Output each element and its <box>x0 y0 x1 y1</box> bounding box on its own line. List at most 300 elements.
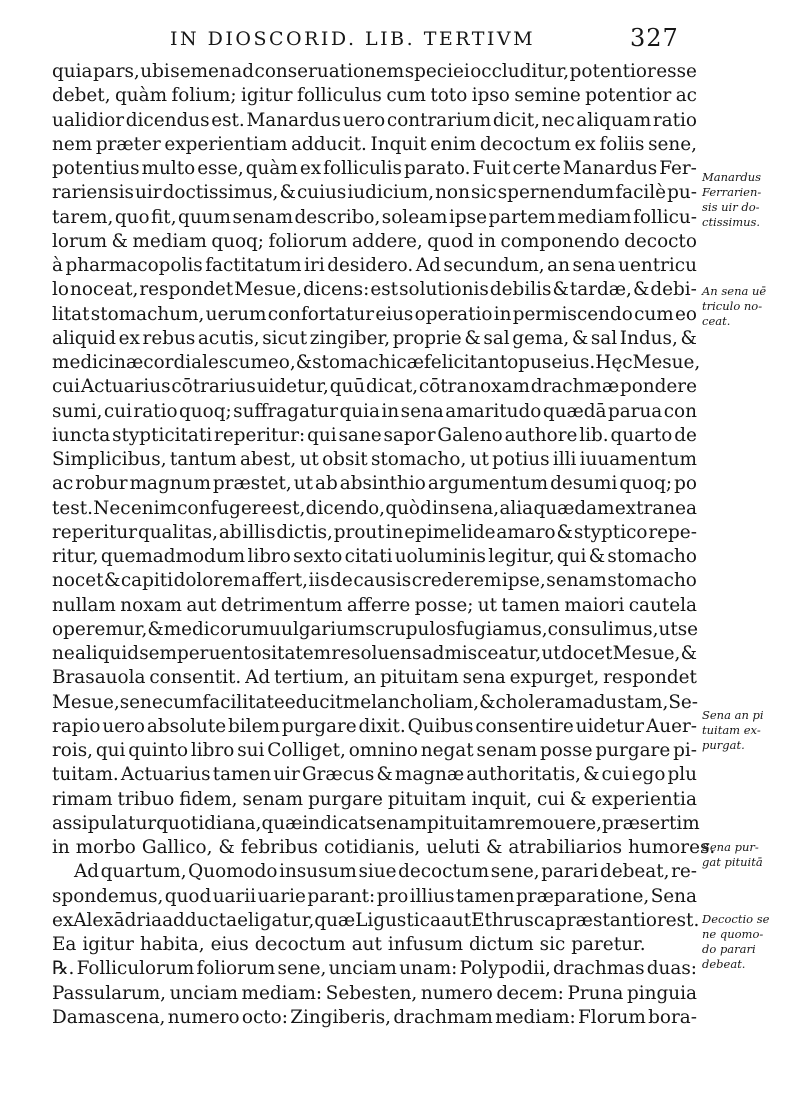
word: ℞. <box>52 958 75 980</box>
word: sena <box>462 667 506 689</box>
word: potentior <box>569 61 656 82</box>
word: contrarium <box>386 109 492 131</box>
word: Ad <box>415 255 441 276</box>
word: decoctum <box>254 934 346 955</box>
text-line <box>52 254 697 278</box>
word: purgare <box>595 740 671 761</box>
word: certe <box>512 158 561 179</box>
word: cordiales <box>143 352 229 373</box>
word: rimam <box>52 788 113 810</box>
word: citati <box>344 546 393 567</box>
word: ut <box>299 449 319 470</box>
word: choleram <box>495 691 583 713</box>
word: quemadmodum <box>100 546 246 567</box>
word: ipse <box>448 206 487 228</box>
word: semine <box>514 85 581 107</box>
word: unciam <box>328 958 397 980</box>
word: qui <box>307 424 337 446</box>
word: præstantior <box>555 909 666 931</box>
word: bora- <box>648 1006 697 1028</box>
word: debi- <box>650 279 697 301</box>
word: amaritudo <box>445 400 542 422</box>
word: debilis <box>489 279 552 301</box>
word: pituitam <box>387 788 467 810</box>
text-line <box>52 691 697 715</box>
word: dicat, <box>365 376 419 398</box>
word: Folliculorum <box>76 958 195 980</box>
word: iuncta <box>52 424 111 446</box>
word: pinguia <box>626 982 697 1004</box>
word: Ethrusca <box>471 909 556 931</box>
text-line <box>52 812 700 836</box>
word: ueluti <box>426 837 481 858</box>
word: qui <box>556 546 587 567</box>
word: in <box>478 230 496 252</box>
margin-note-line: Decoctio se <box>702 912 770 926</box>
word: de <box>674 424 697 446</box>
text-line <box>52 836 716 860</box>
word: abest, <box>239 449 297 470</box>
word: Fuit <box>472 158 511 179</box>
word: uir <box>135 182 162 204</box>
margin-note-line: Ferrarien- <box>702 185 762 199</box>
word: uero <box>342 109 386 131</box>
word: cui <box>536 788 565 810</box>
word: ab <box>315 473 338 495</box>
word: ubi <box>140 61 170 82</box>
text-line <box>52 230 697 254</box>
word: assipulatur <box>52 812 157 834</box>
word: ut <box>541 643 561 664</box>
word: rebus <box>142 327 196 349</box>
word: fidem, <box>179 788 238 810</box>
word: nocet <box>52 570 104 592</box>
word: dicendus <box>125 109 210 131</box>
word: in <box>432 497 450 519</box>
word: est <box>370 279 399 301</box>
word: & <box>376 764 393 786</box>
word: quoq; <box>619 473 673 495</box>
word: fugiamus, <box>455 618 548 640</box>
word: cautela <box>628 594 697 616</box>
word: Mesue, <box>52 691 120 713</box>
word: & <box>295 352 313 373</box>
word: potentius <box>52 158 140 179</box>
word: cui <box>52 376 81 398</box>
word: sene, <box>648 133 697 155</box>
word: prout <box>333 521 385 543</box>
word: uarie <box>257 885 306 907</box>
word: medicinæ <box>52 352 144 373</box>
word: secundum, <box>443 255 545 276</box>
word: Ea <box>52 934 77 955</box>
word: & <box>571 327 589 349</box>
margin-note-line: tuitam ex- <box>702 723 761 737</box>
word: absolute <box>146 715 227 737</box>
word: melancholiam, <box>342 691 480 713</box>
word: ipse, <box>501 570 546 592</box>
word: crederem <box>411 570 502 592</box>
word: iudicium, <box>347 182 435 204</box>
word: drachmæ <box>530 376 620 398</box>
margin-note-decoctio <box>702 912 798 972</box>
text-line <box>52 109 697 133</box>
word: quia <box>52 61 93 82</box>
word: causis <box>353 570 412 592</box>
word: dicit, <box>492 109 540 131</box>
word: adducta <box>162 909 238 931</box>
word: ex <box>299 158 322 179</box>
word: spondemus, <box>52 885 164 907</box>
word: reperitur: <box>214 424 306 446</box>
text-line <box>52 642 697 666</box>
word: quàm <box>115 85 168 107</box>
word: senam <box>546 570 607 592</box>
word: dicendo, <box>305 497 385 519</box>
word: sui <box>237 740 265 761</box>
word: qualitas, <box>137 521 218 543</box>
word: in <box>381 400 400 422</box>
word: sic <box>471 182 497 204</box>
word: semper <box>139 643 209 664</box>
word: & <box>464 327 481 349</box>
word: suffragatur <box>233 400 339 422</box>
word: aut <box>440 909 472 931</box>
word: resoluens <box>331 643 422 664</box>
word: aliquam <box>576 109 652 131</box>
word: adustam, <box>582 691 669 713</box>
word: Brasauola <box>52 667 146 689</box>
word: purgare <box>308 788 383 810</box>
word: quarto <box>610 424 673 446</box>
word: reperitur <box>52 521 138 543</box>
word: ex <box>118 327 140 349</box>
word: admisceatur, <box>421 643 542 664</box>
word: Gallico, <box>141 837 213 858</box>
word: sene, <box>277 958 327 980</box>
word: factitatum <box>205 255 302 276</box>
text-line <box>52 788 697 812</box>
word: senam <box>232 206 294 228</box>
word: opus <box>507 352 552 373</box>
word: rariensis <box>52 182 134 204</box>
word: debet, <box>52 85 111 107</box>
word: qui <box>95 740 126 761</box>
word: tardæ, <box>569 279 632 301</box>
margin-note-line: Sena an pi <box>702 708 764 722</box>
text-line <box>52 982 697 1006</box>
word: argumentum <box>427 473 549 495</box>
word: mediam <box>557 206 632 228</box>
word: consentire <box>475 715 574 737</box>
word: doctissimus, <box>162 182 279 204</box>
word: pituitam <box>380 667 459 689</box>
word: Hęc <box>595 352 633 373</box>
word: nem <box>52 133 93 155</box>
word: Polypodii, <box>459 958 551 980</box>
word: præter <box>95 133 161 155</box>
word: Florum <box>578 1006 646 1028</box>
word: decocto <box>624 230 697 252</box>
word: operatio <box>414 303 493 325</box>
word: eligatur, <box>237 909 315 931</box>
word: decem: <box>496 982 564 1004</box>
word: obsit <box>322 449 368 470</box>
word: posse <box>539 740 593 761</box>
text-line <box>52 424 697 448</box>
text-line <box>52 84 697 108</box>
word: sene <box>119 691 163 713</box>
text-line <box>52 181 697 205</box>
word: negat <box>420 740 474 761</box>
word: Actuarius <box>120 764 211 786</box>
word: remouere, <box>505 812 602 834</box>
margin-note-line: ceat. <box>702 314 731 328</box>
word: & <box>218 837 235 858</box>
word: foliorum <box>268 230 348 252</box>
text-line <box>52 594 697 618</box>
word: quia <box>339 400 380 422</box>
word: insusum <box>279 861 357 883</box>
word: posse; <box>414 594 474 616</box>
word: unciam <box>169 982 238 1004</box>
word: Sebesten, <box>325 982 418 1004</box>
word: humores. <box>628 837 716 858</box>
word: noceat, <box>70 279 139 301</box>
word: paretur. <box>571 934 646 955</box>
word: solutionis <box>399 279 489 301</box>
word: Manardus <box>246 109 341 131</box>
margin-note-line: Sena pur- <box>702 840 759 854</box>
word: & <box>588 546 606 567</box>
word: Nec <box>93 497 131 519</box>
word: illi <box>552 449 577 470</box>
word: Indus, <box>619 327 678 349</box>
word: uentositatem <box>208 643 332 664</box>
word: toto <box>430 85 468 107</box>
word: facilitate <box>202 691 285 713</box>
word: potentior <box>585 85 672 107</box>
word: ualidior <box>52 109 125 131</box>
word: quod <box>427 230 474 252</box>
word: dicens: <box>303 279 370 301</box>
word: con <box>663 400 697 422</box>
word: medicorum <box>163 618 270 640</box>
word: cum <box>162 691 203 713</box>
word: ab <box>218 521 242 543</box>
word: cuius <box>296 182 347 204</box>
word: atrabiliarios <box>508 837 623 858</box>
word: tarem, <box>52 206 114 228</box>
word: ipso <box>471 85 510 107</box>
word: ut <box>477 594 498 616</box>
word: alia <box>499 497 534 519</box>
word: drachmas <box>553 958 645 980</box>
word: maiori <box>564 594 625 616</box>
word: non <box>435 182 470 204</box>
word: potius <box>492 449 550 470</box>
word: numero <box>420 982 493 1004</box>
word: extranea <box>614 497 697 519</box>
word: lo <box>52 279 69 301</box>
word: sene, <box>490 861 540 883</box>
text-line <box>52 545 697 569</box>
word: in <box>385 521 404 543</box>
word: esse <box>656 61 697 82</box>
margin-note-purgat <box>702 840 798 870</box>
word: & <box>147 618 164 640</box>
word: & <box>680 327 697 349</box>
word: quæ <box>261 812 303 834</box>
word: educit <box>284 691 343 713</box>
word: authoritatis, <box>466 764 581 786</box>
word: & <box>486 837 503 858</box>
word: authore <box>504 424 578 446</box>
text-line <box>52 739 697 763</box>
word: iri <box>304 255 325 276</box>
word: rois, <box>52 740 94 761</box>
word: uidetur <box>575 715 645 737</box>
word: experientia <box>591 788 697 810</box>
word: ac <box>52 473 74 495</box>
margin-note-line: An sena uē <box>702 284 767 298</box>
word: Mesue, <box>234 279 302 301</box>
word: libro <box>190 740 235 761</box>
text-line <box>52 1006 697 1030</box>
word: cum <box>228 352 268 373</box>
word: sena <box>400 400 444 422</box>
word: po <box>674 473 697 495</box>
word: desumi <box>550 473 618 495</box>
word: nec <box>541 109 575 131</box>
word: folium; <box>171 85 237 107</box>
word: pituitam <box>426 812 506 834</box>
word: quoq; <box>179 400 232 422</box>
word: foliorum <box>196 958 276 980</box>
word: omnino <box>348 740 418 761</box>
word: confugere <box>177 497 272 519</box>
word: follicu- <box>633 206 697 228</box>
word: in <box>52 837 70 858</box>
word: decoctum <box>398 861 490 883</box>
word: Colliget, <box>267 740 346 761</box>
word: test. <box>52 497 93 519</box>
word: an <box>353 667 377 689</box>
word: uulgarium <box>269 618 366 640</box>
word: tertium, <box>274 667 350 689</box>
word: parari <box>541 861 599 883</box>
word: & <box>552 279 569 301</box>
word: quoq; <box>211 230 265 252</box>
word: enim <box>130 497 177 519</box>
word: docet <box>560 643 613 664</box>
text-line <box>52 957 697 981</box>
word: ut <box>293 473 313 495</box>
text-line <box>52 860 697 884</box>
margin-note-line: sis uir do- <box>702 200 760 214</box>
word: uoluminis <box>394 546 486 567</box>
running-head: IN DIOSCORID. LIB. TERTIVM <box>170 28 536 50</box>
word: Simplicibus, <box>52 449 167 470</box>
word: ut <box>658 618 678 640</box>
word: Quomodo <box>188 861 278 883</box>
word: magnæ <box>394 764 465 786</box>
word: Zingiberis, <box>290 1006 392 1028</box>
word: cōtrarius <box>171 376 256 398</box>
word: desidero. <box>327 255 414 276</box>
word: spernendum <box>497 182 615 204</box>
word: plu <box>667 764 697 786</box>
word: esse, <box>197 158 244 179</box>
word: quòd <box>385 497 432 519</box>
word: noxam <box>468 376 530 398</box>
word: acutis, <box>197 327 260 349</box>
word: sumi, <box>52 400 103 422</box>
text-line <box>52 351 701 375</box>
word: uir <box>273 764 300 786</box>
word: libro <box>247 546 291 567</box>
word: ratio <box>652 109 697 131</box>
word: affert, <box>251 570 308 592</box>
word: Sena <box>650 885 697 907</box>
word: permiscendo <box>512 303 633 325</box>
word: uero <box>102 715 145 737</box>
text-line <box>52 375 697 399</box>
word: quo <box>114 206 150 228</box>
word: quartum, <box>100 861 187 883</box>
word: drachmam <box>393 1006 493 1028</box>
word: sicut <box>262 327 308 349</box>
word: tamen <box>456 885 515 907</box>
page-number: 327 <box>630 24 679 52</box>
text-line <box>52 715 697 739</box>
word: tamen <box>501 594 560 616</box>
word: robur <box>75 473 128 495</box>
text-line <box>52 933 697 957</box>
word: Passularum, <box>52 982 166 1004</box>
word: dictis, <box>276 521 333 543</box>
word: speciei <box>404 61 470 82</box>
word: ut <box>469 449 489 470</box>
text-line <box>52 763 697 787</box>
word: multo <box>141 158 196 179</box>
word: mediam: <box>495 1006 576 1028</box>
word: occluditur, <box>470 61 570 82</box>
text-line <box>52 909 700 933</box>
word: quæ <box>314 909 356 931</box>
word: quū <box>329 376 366 398</box>
word: respondet <box>139 279 234 301</box>
word: eius <box>375 303 414 325</box>
word: à <box>52 255 63 276</box>
word: aliquid <box>52 327 116 349</box>
word: & <box>583 764 600 786</box>
word: quum <box>178 206 231 228</box>
word: amaro <box>496 521 556 543</box>
word: inquit, <box>471 788 532 810</box>
word: cum <box>386 85 426 107</box>
word: iis <box>308 570 330 592</box>
word: uentricu <box>618 255 697 276</box>
text-line <box>52 618 697 642</box>
word: eo, <box>267 352 296 373</box>
word: & <box>279 182 296 204</box>
word: parato. <box>404 158 471 179</box>
word: styptico <box>573 521 648 543</box>
word: Inquit <box>370 133 427 155</box>
word: repe- <box>648 521 697 543</box>
word: sexto <box>293 546 343 567</box>
